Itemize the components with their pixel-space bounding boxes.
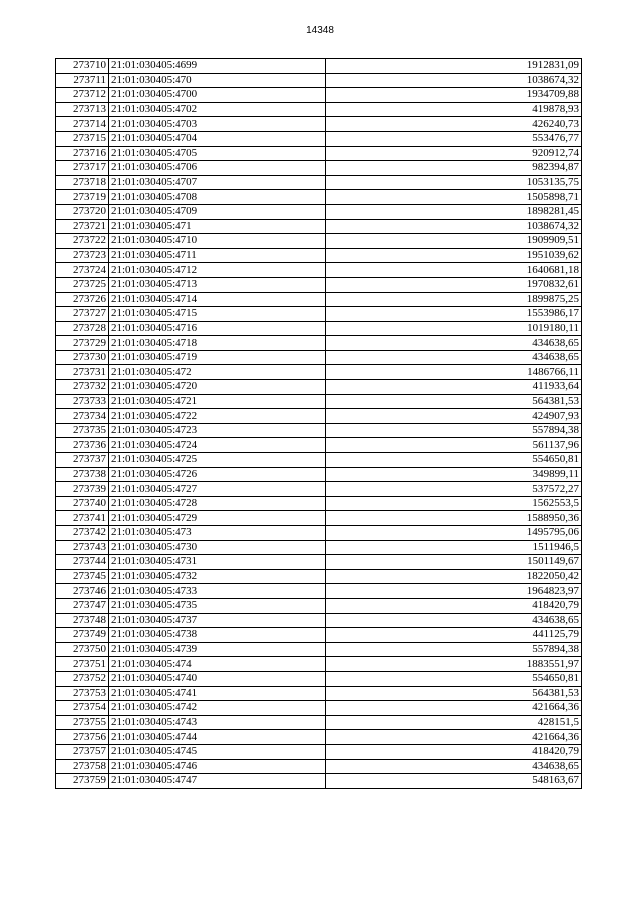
cadastral-number-cell: 21:01:030405:473 — [109, 526, 326, 541]
row-number-cell: 273755 — [56, 715, 109, 730]
cadastral-value-cell: 564381,53 — [326, 394, 582, 409]
cadastral-number-cell: 21:01:030405:4731 — [109, 555, 326, 570]
row-number-cell: 273731 — [56, 365, 109, 380]
cadastral-number-cell: 21:01:030405:4725 — [109, 453, 326, 468]
table-row — [56, 394, 582, 409]
row-number-cell: 273752 — [56, 671, 109, 686]
table-row — [56, 730, 582, 745]
row-number-cell: 273751 — [56, 657, 109, 672]
table-row — [56, 161, 582, 176]
table-row — [56, 467, 582, 482]
cadastral-value-cell: 1505898,71 — [326, 190, 582, 205]
row-number-cell: 273713 — [56, 102, 109, 117]
cadastral-number-cell: 21:01:030405:4741 — [109, 686, 326, 701]
cadastral-number-cell: 21:01:030405:4747 — [109, 774, 326, 789]
table-row — [56, 715, 582, 730]
row-number-cell: 273729 — [56, 336, 109, 351]
table-row — [56, 117, 582, 132]
cadastral-number-cell: 21:01:030405:4746 — [109, 759, 326, 774]
table-row — [56, 219, 582, 234]
table-row — [56, 59, 582, 74]
row-number-cell: 273732 — [56, 380, 109, 395]
cadastral-number-cell: 21:01:030405:4743 — [109, 715, 326, 730]
cadastral-number-cell: 21:01:030405:4712 — [109, 263, 326, 278]
cadastral-value-cell: 561137,96 — [326, 438, 582, 453]
cadastral-value-cell: 557894,38 — [326, 642, 582, 657]
cadastral-number-cell: 21:01:030405:4699 — [109, 59, 326, 74]
row-number-cell: 273754 — [56, 701, 109, 716]
row-number-cell: 273738 — [56, 467, 109, 482]
cadastral-value-cell: 1511946,5 — [326, 540, 582, 555]
cadastral-number-cell: 21:01:030405:4719 — [109, 350, 326, 365]
row-number-cell: 273743 — [56, 540, 109, 555]
row-number-cell: 273737 — [56, 453, 109, 468]
table-row — [56, 277, 582, 292]
cadastral-value-cell: 982394,87 — [326, 161, 582, 176]
cadastral-number-cell: 21:01:030405:4744 — [109, 730, 326, 745]
table-row — [56, 671, 582, 686]
table-row — [56, 686, 582, 701]
cadastral-number-cell: 21:01:030405:4705 — [109, 146, 326, 161]
cadastral-number-cell: 21:01:030405:4724 — [109, 438, 326, 453]
cadastral-value-cell: 1501149,67 — [326, 555, 582, 570]
cadastral-value-cell: 548163,67 — [326, 774, 582, 789]
cadastral-value-cell: 554650,81 — [326, 453, 582, 468]
table-row — [56, 526, 582, 541]
cadastral-number-cell: 21:01:030405:4706 — [109, 161, 326, 176]
cadastral-value-table — [55, 58, 582, 789]
cadastral-value-cell: 1553986,17 — [326, 307, 582, 322]
row-number-cell: 273746 — [56, 584, 109, 599]
cadastral-number-cell: 21:01:030405:4709 — [109, 204, 326, 219]
cadastral-number-cell: 21:01:030405:4720 — [109, 380, 326, 395]
table-row — [56, 744, 582, 759]
cadastral-number-cell: 21:01:030405:471 — [109, 219, 326, 234]
row-number-cell: 273712 — [56, 88, 109, 103]
cadastral-value-cell: 1822050,42 — [326, 569, 582, 584]
cadastral-number-cell: 21:01:030405:4710 — [109, 234, 326, 249]
cadastral-value-cell: 434638,65 — [326, 613, 582, 628]
row-number-cell: 273725 — [56, 277, 109, 292]
table-row — [56, 131, 582, 146]
cadastral-value-cell: 1038674,32 — [326, 73, 582, 88]
table-row — [56, 701, 582, 716]
cadastral-number-cell: 21:01:030405:4708 — [109, 190, 326, 205]
table-row — [56, 540, 582, 555]
cadastral-number-cell: 21:01:030405:4704 — [109, 131, 326, 146]
cadastral-value-cell: 920912,74 — [326, 146, 582, 161]
cadastral-number-cell: 21:01:030405:4711 — [109, 248, 326, 263]
table-body — [56, 59, 582, 789]
table-row — [56, 584, 582, 599]
cadastral-number-cell: 21:01:030405:4727 — [109, 482, 326, 497]
table-row — [56, 263, 582, 278]
cadastral-value-cell: 434638,65 — [326, 759, 582, 774]
cadastral-number-cell: 21:01:030405:4733 — [109, 584, 326, 599]
cadastral-value-cell: 424907,93 — [326, 409, 582, 424]
row-number-cell: 273739 — [56, 482, 109, 497]
table-row — [56, 511, 582, 526]
row-number-cell: 273722 — [56, 234, 109, 249]
row-number-cell: 273748 — [56, 613, 109, 628]
cadastral-number-cell: 21:01:030405:4715 — [109, 307, 326, 322]
table-row — [56, 774, 582, 789]
table-row — [56, 380, 582, 395]
cadastral-value-cell: 557894,38 — [326, 423, 582, 438]
table-row — [56, 423, 582, 438]
table-row — [56, 613, 582, 628]
row-number-cell: 273733 — [56, 394, 109, 409]
row-number-cell: 273730 — [56, 350, 109, 365]
cadastral-value-cell: 1588950,36 — [326, 511, 582, 526]
cadastral-number-cell: 21:01:030405:474 — [109, 657, 326, 672]
table-row — [56, 204, 582, 219]
row-number-cell: 273717 — [56, 161, 109, 176]
cadastral-value-cell: 421664,36 — [326, 730, 582, 745]
row-number-cell: 273716 — [56, 146, 109, 161]
row-number-cell: 273744 — [56, 555, 109, 570]
row-number-cell: 273745 — [56, 569, 109, 584]
cadastral-number-cell: 21:01:030405:4713 — [109, 277, 326, 292]
table-row — [56, 336, 582, 351]
table-row — [56, 365, 582, 380]
cadastral-number-cell: 21:01:030405:472 — [109, 365, 326, 380]
cadastral-value-cell: 1019180,11 — [326, 321, 582, 336]
cadastral-value-cell: 428151,5 — [326, 715, 582, 730]
cadastral-value-cell: 434638,65 — [326, 336, 582, 351]
row-number-cell: 273710 — [56, 59, 109, 74]
cadastral-number-cell: 21:01:030405:4726 — [109, 467, 326, 482]
cadastral-value-cell: 1053135,75 — [326, 175, 582, 190]
row-number-cell: 273747 — [56, 598, 109, 613]
cadastral-value-cell: 411933,64 — [326, 380, 582, 395]
table-row — [56, 496, 582, 511]
table-row — [56, 248, 582, 263]
cadastral-value-cell: 421664,36 — [326, 701, 582, 716]
table-row — [56, 409, 582, 424]
table-row — [56, 482, 582, 497]
cadastral-number-cell: 21:01:030405:4702 — [109, 102, 326, 117]
row-number-cell: 273719 — [56, 190, 109, 205]
cadastral-value-cell: 441125,79 — [326, 628, 582, 643]
row-number-cell: 273714 — [56, 117, 109, 132]
cadastral-number-cell: 21:01:030405:4707 — [109, 175, 326, 190]
row-number-cell: 273758 — [56, 759, 109, 774]
cadastral-value-cell: 537572,27 — [326, 482, 582, 497]
row-number-cell: 273711 — [56, 73, 109, 88]
cadastral-number-cell: 21:01:030405:4721 — [109, 394, 326, 409]
cadastral-value-cell: 553476,77 — [326, 131, 582, 146]
cadastral-number-cell: 21:01:030405:4737 — [109, 613, 326, 628]
cadastral-number-cell: 21:01:030405:4739 — [109, 642, 326, 657]
cadastral-number-cell: 21:01:030405:4735 — [109, 598, 326, 613]
row-number-cell: 273750 — [56, 642, 109, 657]
row-number-cell: 273736 — [56, 438, 109, 453]
row-number-cell: 273724 — [56, 263, 109, 278]
table-row — [56, 307, 582, 322]
row-number-cell: 273753 — [56, 686, 109, 701]
cadastral-value-cell: 1934709,88 — [326, 88, 582, 103]
cadastral-number-cell: 21:01:030405:4729 — [109, 511, 326, 526]
cadastral-value-cell: 1640681,18 — [326, 263, 582, 278]
cadastral-value-cell: 1951039,62 — [326, 248, 582, 263]
cadastral-value-cell: 418420,79 — [326, 598, 582, 613]
table-row — [56, 321, 582, 336]
cadastral-number-cell: 21:01:030405:4745 — [109, 744, 326, 759]
row-number-cell: 273734 — [56, 409, 109, 424]
cadastral-value-cell: 1562553,5 — [326, 496, 582, 511]
row-number-cell: 273757 — [56, 744, 109, 759]
cadastral-value-cell: 564381,53 — [326, 686, 582, 701]
cadastral-number-cell: 21:01:030405:4722 — [109, 409, 326, 424]
cadastral-value-cell: 1038674,32 — [326, 219, 582, 234]
table-row — [56, 102, 582, 117]
table-row — [56, 175, 582, 190]
cadastral-number-cell: 21:01:030405:4730 — [109, 540, 326, 555]
row-number-cell: 273718 — [56, 175, 109, 190]
table-row — [56, 453, 582, 468]
cadastral-number-cell: 21:01:030405:4703 — [109, 117, 326, 132]
cadastral-value-cell: 418420,79 — [326, 744, 582, 759]
row-number-cell: 273759 — [56, 774, 109, 789]
row-number-cell: 273728 — [56, 321, 109, 336]
cadastral-value-cell: 554650,81 — [326, 671, 582, 686]
table-row — [56, 88, 582, 103]
row-number-cell: 273726 — [56, 292, 109, 307]
row-number-cell: 273727 — [56, 307, 109, 322]
cadastral-value-cell: 1909909,51 — [326, 234, 582, 249]
row-number-cell: 273721 — [56, 219, 109, 234]
table-row — [56, 234, 582, 249]
cadastral-number-cell: 21:01:030405:4742 — [109, 701, 326, 716]
table-row — [56, 438, 582, 453]
cadastral-number-cell: 21:01:030405:470 — [109, 73, 326, 88]
cadastral-number-cell: 21:01:030405:4723 — [109, 423, 326, 438]
cadastral-number-cell: 21:01:030405:4718 — [109, 336, 326, 351]
row-number-cell: 273742 — [56, 526, 109, 541]
cadastral-value-cell: 1495795,06 — [326, 526, 582, 541]
cadastral-value-cell: 1898281,45 — [326, 204, 582, 219]
cadastral-number-cell: 21:01:030405:4740 — [109, 671, 326, 686]
cadastral-number-cell: 21:01:030405:4738 — [109, 628, 326, 643]
table-row — [56, 569, 582, 584]
cadastral-value-cell: 1964823,97 — [326, 584, 582, 599]
cadastral-value-cell: 1970832,61 — [326, 277, 582, 292]
page-number: 14348 — [306, 25, 334, 36]
cadastral-number-cell: 21:01:030405:4728 — [109, 496, 326, 511]
row-number-cell: 273720 — [56, 204, 109, 219]
table-row — [56, 555, 582, 570]
table-row — [56, 350, 582, 365]
cadastral-number-cell: 21:01:030405:4700 — [109, 88, 326, 103]
row-number-cell: 273735 — [56, 423, 109, 438]
row-number-cell: 273756 — [56, 730, 109, 745]
row-number-cell: 273723 — [56, 248, 109, 263]
cadastral-number-cell: 21:01:030405:4714 — [109, 292, 326, 307]
cadastral-number-cell: 21:01:030405:4732 — [109, 569, 326, 584]
table-row — [56, 190, 582, 205]
cadastral-value-cell: 1883551,97 — [326, 657, 582, 672]
cadastral-value-cell: 426240,73 — [326, 117, 582, 132]
cadastral-value-cell: 349899,11 — [326, 467, 582, 482]
table-row — [56, 292, 582, 307]
cadastral-value-cell: 434638,65 — [326, 350, 582, 365]
cadastral-number-cell: 21:01:030405:4716 — [109, 321, 326, 336]
table-row — [56, 598, 582, 613]
row-number-cell: 273715 — [56, 131, 109, 146]
table-row — [56, 759, 582, 774]
row-number-cell: 273740 — [56, 496, 109, 511]
cadastral-value-cell: 1912831,09 — [326, 59, 582, 74]
cadastral-value-cell: 1899875,25 — [326, 292, 582, 307]
table-row — [56, 628, 582, 643]
table-row — [56, 73, 582, 88]
cadastral-value-cell: 419878,93 — [326, 102, 582, 117]
cadastral-value-cell: 1486766,11 — [326, 365, 582, 380]
row-number-cell: 273749 — [56, 628, 109, 643]
row-number-cell: 273741 — [56, 511, 109, 526]
table-row — [56, 657, 582, 672]
table-row — [56, 146, 582, 161]
table-row — [56, 642, 582, 657]
